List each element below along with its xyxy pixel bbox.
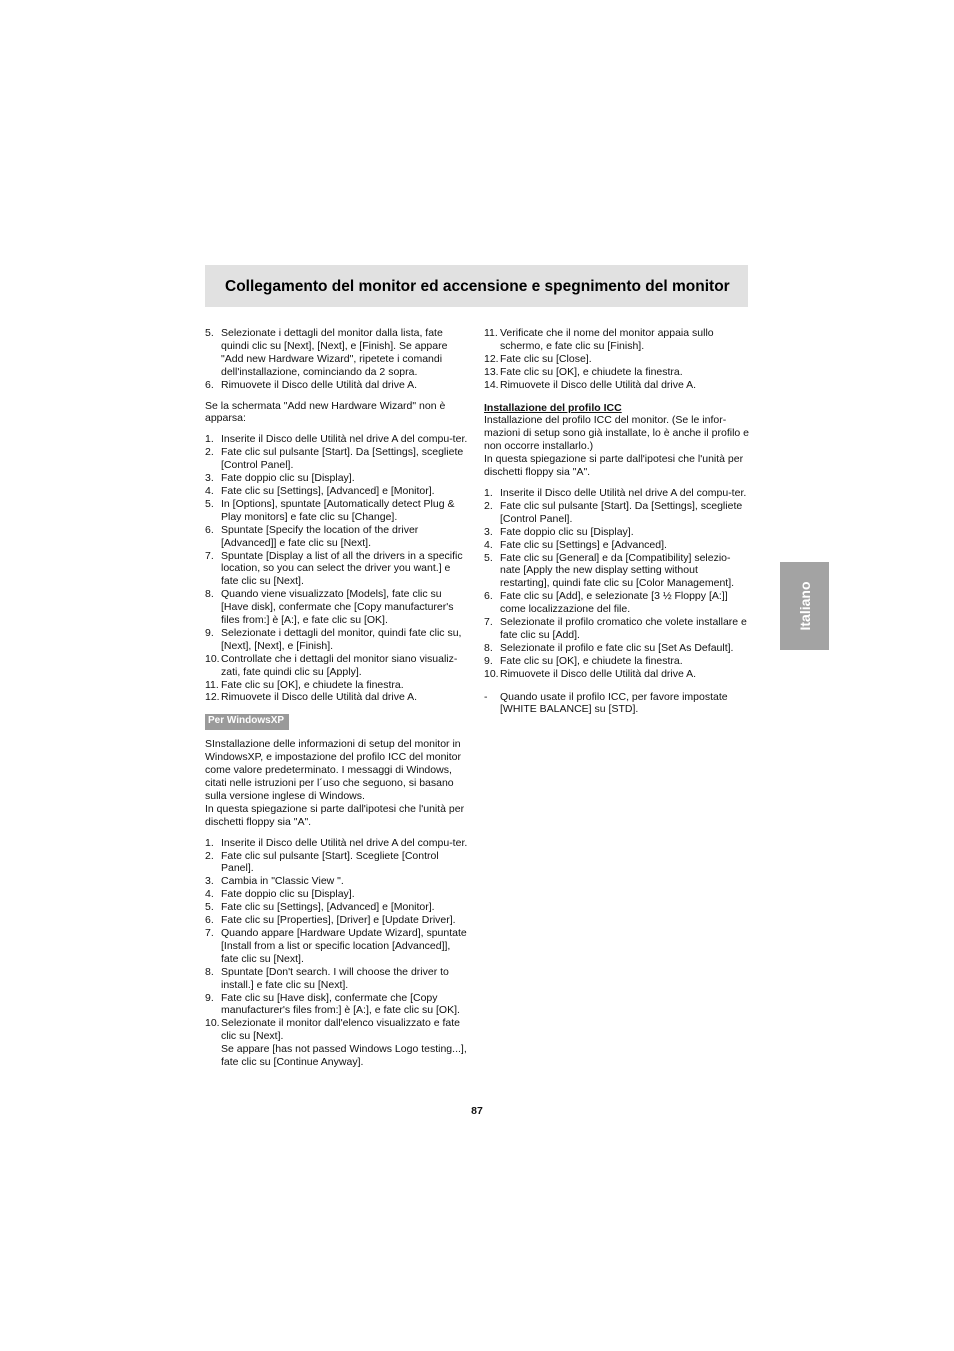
list-item: 10. Rimuovete il Disco delle Utilità dal drive A. — [484, 667, 697, 680]
icc-paragraph-1: Installazione del profilo ICC del monitor. (Se le infor-mazioni di setup sono già installate, lo è anche il profilo e non occorre installarlo.) — [484, 414, 749, 453]
wizard-paragraph: Se la schermata "Add new Hardware Wizard" non è apparsa: — [205, 399, 446, 425]
list-item: 10. Controllate che i dettagli del monitor siano visualiz-zati, fate quindi clic su [Apply]. — [205, 652, 458, 678]
list-item: 5. Selezionate i dettagli del monitor dalla lista, fate quindi clic su [Next], [Next], e [Finish]. Se appare "Add new Hardware Wizard", ripetete i comandi dell'installazione, cominciando da 2 sopra. — [205, 327, 448, 378]
list-item: 2. Fate clic sul pulsante [Start]. Scegliete [Control Panel]. — [205, 849, 439, 875]
list-item: 12. Rimuovete il Disco delle Utilità dal drive A. — [205, 691, 418, 704]
steps-list-b — [205, 433, 470, 704]
list-item: 10. Selezionate il monitor dall'elenco visualizzato e fate clic su [Next]. Se appare [has not passed Windows Logo testing...], fate clic su [Continue Anyway]. — [205, 1017, 467, 1069]
page-title: Collegamento del monitor ed accensione e spegnimento del monitor — [205, 265, 748, 307]
list-item: 1. Inserite il Disco delle Utilità nel drive A del compu-ter. — [205, 433, 468, 446]
list-item: 1. Inserite il Disco delle Utilità nel drive A del compu-ter. — [484, 486, 747, 499]
windowsxp-section-tag: Per WindowsXP — [205, 714, 289, 730]
list-item-extra: Se appare [has not passed Windows Logo testing...], fate clic su [Continue Anyway]. — [221, 1043, 467, 1069]
list-item: 11. Fate clic su [OK], e chiudete la finestra. — [205, 678, 404, 691]
list-item: 9. Fate clic su [Have disk], confermate che [Copy manufacturer's files from:] è [A:], e fate clic su [OK]. — [205, 991, 460, 1017]
list-item: 9. Selezionate i dettagli del monitor, quindi fate clic su, [Next], [Next], e [Finish]. — [205, 626, 462, 652]
xp-paragraph-1: SInstallazione delle informazioni di setup del monitor in WindowsXP, e impostazione del profilo ICC del monitor come valore predeterminato. I messaggi di Windows, citati nelle istruzioni per l´uso che seguono, si basano sulla versione inglese di Windows. — [205, 738, 462, 802]
list-item: 3. Fate doppio clic su [Display]. — [484, 525, 634, 538]
list-item: 5. Fate clic su [General] e da [Compatibility] selezio-nate [Apply the new display setting without restarting], quindi fate clic su [Color Management]. — [484, 551, 735, 590]
list-item: 14. Rimuovete il Disco delle Utilità dal drive A. — [484, 378, 697, 391]
steps-list-d — [484, 327, 749, 392]
list-item: 8. Spuntate [Don't search. I will choose the driver to install.] e fate clic su [Next]. — [205, 965, 449, 991]
list-item: 3. Fate doppio clic su [Display]. — [205, 472, 355, 485]
list-item: 12. Fate clic su [Close]. — [484, 352, 592, 365]
list-item: 13. Fate clic su [OK], e chiudete la finestra. — [484, 365, 683, 378]
right-column — [484, 327, 749, 716]
list-item: 4. Fate doppio clic su [Display]. — [205, 888, 355, 901]
steps-list-c — [205, 837, 470, 1069]
icc-note — [484, 691, 749, 717]
note-text: Quando usate il profilo ICC, per favore impostate [WHITE BALANCE] su [STD]. — [500, 690, 728, 716]
list-item: 9. Fate clic su [OK], e chiudete la finestra. — [484, 654, 683, 667]
list-item: 3. Cambia in "Classic View ". — [205, 875, 344, 888]
list-item: 7. Spuntate [Display a list of all the drivers in a specific location, so you can select the driver you want.] e fate clic su [Next]. — [205, 549, 463, 588]
list-item: 7. Quando appare [Hardware Update Wizard], spuntate [Install from a list or specific location [Advanced]], fate clic su [Next]. — [205, 926, 467, 965]
icc-paragraph-2: In questa spiegazione si parte dall'ipotesi che l'unità per dischetti floppy sia "A". — [484, 453, 744, 479]
steps-list-e — [484, 487, 749, 681]
list-item: 2. Fate clic sul pulsante [Start]. Da [Settings], scegliete [Control Panel]. — [484, 499, 743, 525]
language-label: Italiano — [796, 581, 813, 631]
list-item: 1. Inserite il Disco delle Utilità nel drive A del compu-ter. — [205, 836, 468, 849]
list-item: 7. Selezionate il profilo cromatico che volete installare e fate clic su [Add]. — [484, 616, 747, 641]
list-item: 8. Selezionate il profilo e fate clic su [Set As Default]. — [484, 641, 734, 654]
list-item: 11. Verificate che il nome del monitor appaia sullo schermo, e fate clic su [Finish]. — [484, 327, 714, 352]
list-item: 6. Fate clic su [Properties], [Driver] e [Update Driver]. — [205, 914, 456, 927]
list-item: 6. Fate clic su [Add], e selezionate [3 ½ Floppy [A:]] come localizzazione del file. — [484, 590, 728, 616]
page-number: 87 — [471, 1105, 483, 1117]
language-side-tab — [780, 562, 829, 650]
list-item: 4. Fate clic su [Settings] e [Advanced]. — [484, 538, 667, 551]
list-item: 6. Spuntate [Specify the location of the driver [Advanced]] e fate clic su [Next]. — [205, 523, 419, 549]
list-item: 2. Fate clic sul pulsante [Start]. Da [Settings], scegliete [Control Panel]. — [205, 446, 464, 472]
icc-heading: Installazione del profilo ICC — [484, 401, 622, 414]
steps-list-a — [205, 327, 470, 392]
list-item: 4. Fate clic su [Settings], [Advanced] e [Monitor]. — [205, 484, 435, 497]
xp-paragraph-2: In questa spiegazione si parte dall'ipotesi che l'unità per dischetti floppy sia "A". — [205, 802, 465, 828]
note-dash: - — [484, 690, 488, 703]
list-item: 6. Rimuovete il Disco delle Utilità dal drive A. — [205, 378, 418, 391]
left-column — [205, 327, 470, 1069]
list-item: 8. Quando viene visualizzato [Models], fate clic su [Have disk], confermate che [Copy manufacturer's files from:] è [A:], e fate clic su [OK]. — [205, 588, 454, 627]
list-item: 5. In [Options], spuntate [Automatically detect Plug & Play monitors] e fate clic su [Change]. — [205, 497, 455, 523]
list-item: 5. Fate clic su [Settings], [Advanced] e [Monitor]. — [205, 901, 435, 914]
